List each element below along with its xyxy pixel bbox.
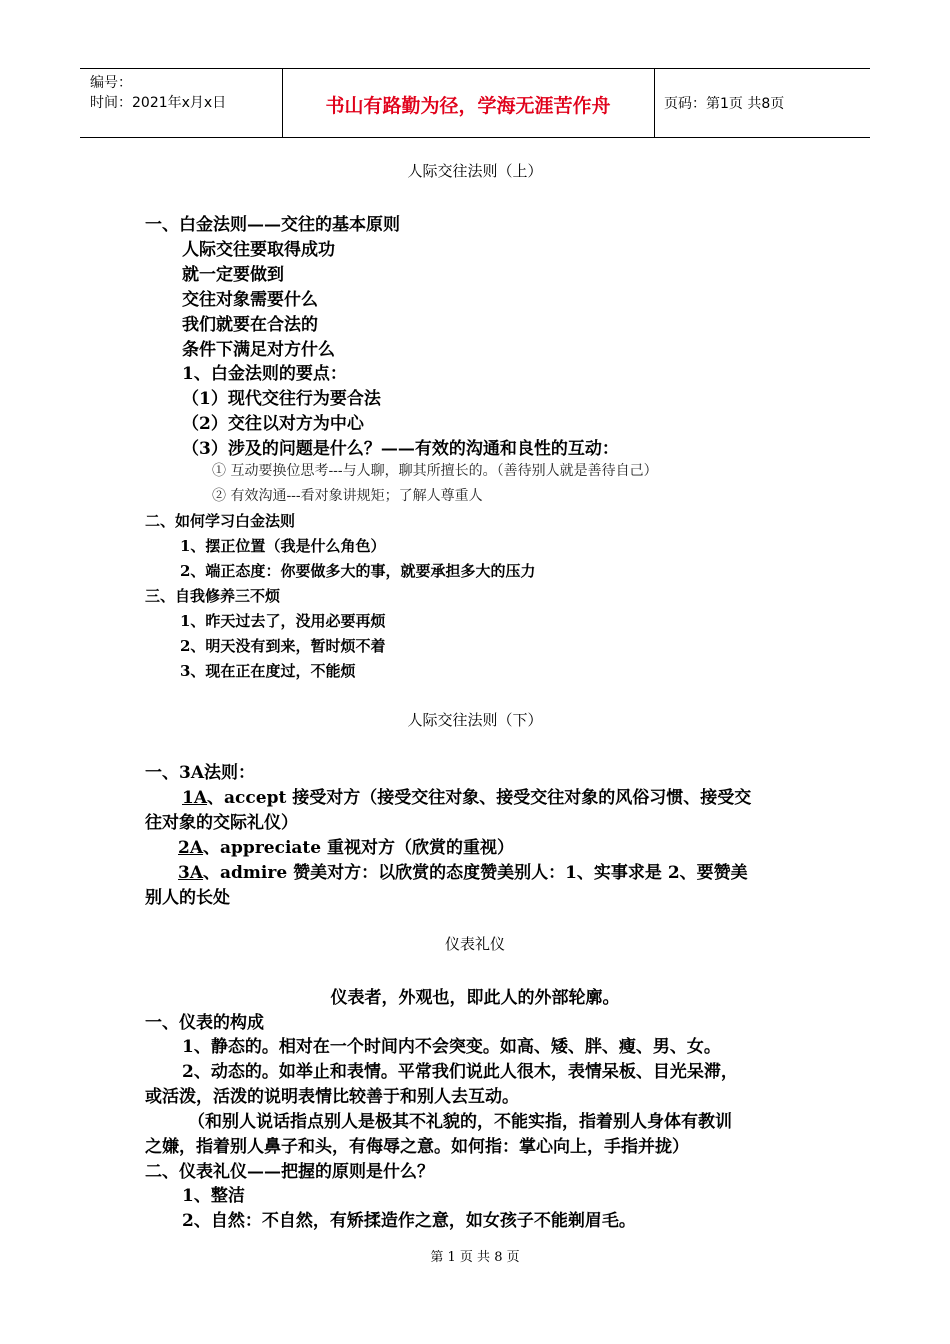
rule-line xyxy=(178,833,514,858)
header-motto: 书山有路勤为径，学海无涯苦作舟 xyxy=(325,95,611,117)
paragraph: 条件下满足对方什么 xyxy=(182,340,335,360)
paragraph: 就一定要做到 xyxy=(182,265,284,285)
paragraph: 1、昨天过去了，没用必要再烦 xyxy=(180,612,386,630)
paragraph: 1、整洁 xyxy=(182,1186,245,1206)
section-title: 人际交往法则（上） xyxy=(407,162,543,180)
paragraph: （2）交往以对方为中心 xyxy=(182,414,364,434)
rule-tag: 1A xyxy=(182,788,208,808)
paragraph: （和别人说话指点别人是极其不礼貌的，不能实指，指着别人身体有教训 xyxy=(188,1112,732,1132)
page-footer: 第 1 页 共 8 页 xyxy=(430,1250,520,1265)
sub-point: ① 互动要换位思考---与人聊，聊其所擅长的。（善待别人就是善待自己） xyxy=(212,463,658,479)
heading: 一、3A法则： xyxy=(145,763,256,783)
header-table xyxy=(80,68,870,138)
paragraph: 或活泼，活泼的说明表情比较善于和别人去互动。 xyxy=(145,1087,519,1107)
paragraph: 1、摆正位置（我是什么角色） xyxy=(180,537,386,555)
heading: 二、仪表礼仪——把握的原则是什么？ xyxy=(145,1162,434,1182)
paragraph: 人际交往要取得成功 xyxy=(182,240,335,260)
rule-text: 、appreciate 重视对方（欣赏的重视） xyxy=(203,838,515,858)
section-title: 仪表礼仪 xyxy=(444,935,505,953)
heading: 一、仪表的构成 xyxy=(145,1013,264,1033)
paragraph: 之嫌，指着别人鼻子和头，有侮辱之意。如何指：掌心向上，手指并拢） xyxy=(145,1137,689,1157)
paragraph: 交往对象需要什么 xyxy=(182,290,318,310)
paragraph: 2、明天没有到来，暂时烦不着 xyxy=(180,637,386,655)
header-meta xyxy=(90,73,226,113)
date-label: 时间：2021年x月x日 xyxy=(90,95,227,111)
paragraph: （3）涉及的问题是什么？——有效的沟通和良性的互动： xyxy=(182,439,619,459)
rule-text: 、accept 接受对方（接受交往对象、接受交往对象的风俗习惯、接受交 xyxy=(207,788,752,808)
code-label: 编号： xyxy=(90,75,132,91)
rule-tag: 2A xyxy=(178,838,204,858)
rule-line xyxy=(178,858,748,883)
paragraph: （1）现代交往行为要合法 xyxy=(182,389,381,409)
paragraph: 2、端正态度：你要做多大的事，就要承担多大的压力 xyxy=(180,562,536,580)
paragraph: 我们就要在合法的 xyxy=(182,315,318,335)
paragraph: 2、动态的。如举止和表情。平常我们说此人很木，表情呆板、目光呆滞， xyxy=(182,1062,738,1082)
heading: 二、如何学习白金法则 xyxy=(145,512,296,530)
heading: 三、自我修养三不烦 xyxy=(145,587,281,605)
rule-line-cont: 别人的长处 xyxy=(145,888,230,908)
intro-line: 仪表者，外观也，即此人的外部轮廓。 xyxy=(330,988,620,1008)
paragraph: 2、自然：不自然，有矫揉造作之意，如女孩子不能剃眉毛。 xyxy=(182,1211,636,1231)
rule-line xyxy=(182,783,751,808)
rule-line-cont: 往对象的交际礼仪） xyxy=(145,813,298,833)
rule-tag: 3A xyxy=(178,863,204,883)
header-page-label: 页码：第1页 共8页 xyxy=(664,96,785,112)
paragraph: 1、静态的。相对在一个时间内不会突变。如高、矮、胖、瘦、男、女。 xyxy=(182,1037,721,1057)
heading: 一、白金法则——交往的基本原则 xyxy=(145,215,400,235)
rule-text: 、admire 赞美对方：以欣赏的态度赞美别人：1、实事求是 2、要赞美 xyxy=(203,863,748,883)
sub-point: ② 有效沟通---看对象讲规矩；了解人尊重人 xyxy=(212,488,483,504)
header-divider xyxy=(654,69,655,137)
paragraph: 3、现在正在度过，不能烦 xyxy=(180,662,356,680)
section-title: 人际交往法则（下） xyxy=(407,711,543,729)
paragraph: 1、白金法则的要点： xyxy=(182,364,347,384)
